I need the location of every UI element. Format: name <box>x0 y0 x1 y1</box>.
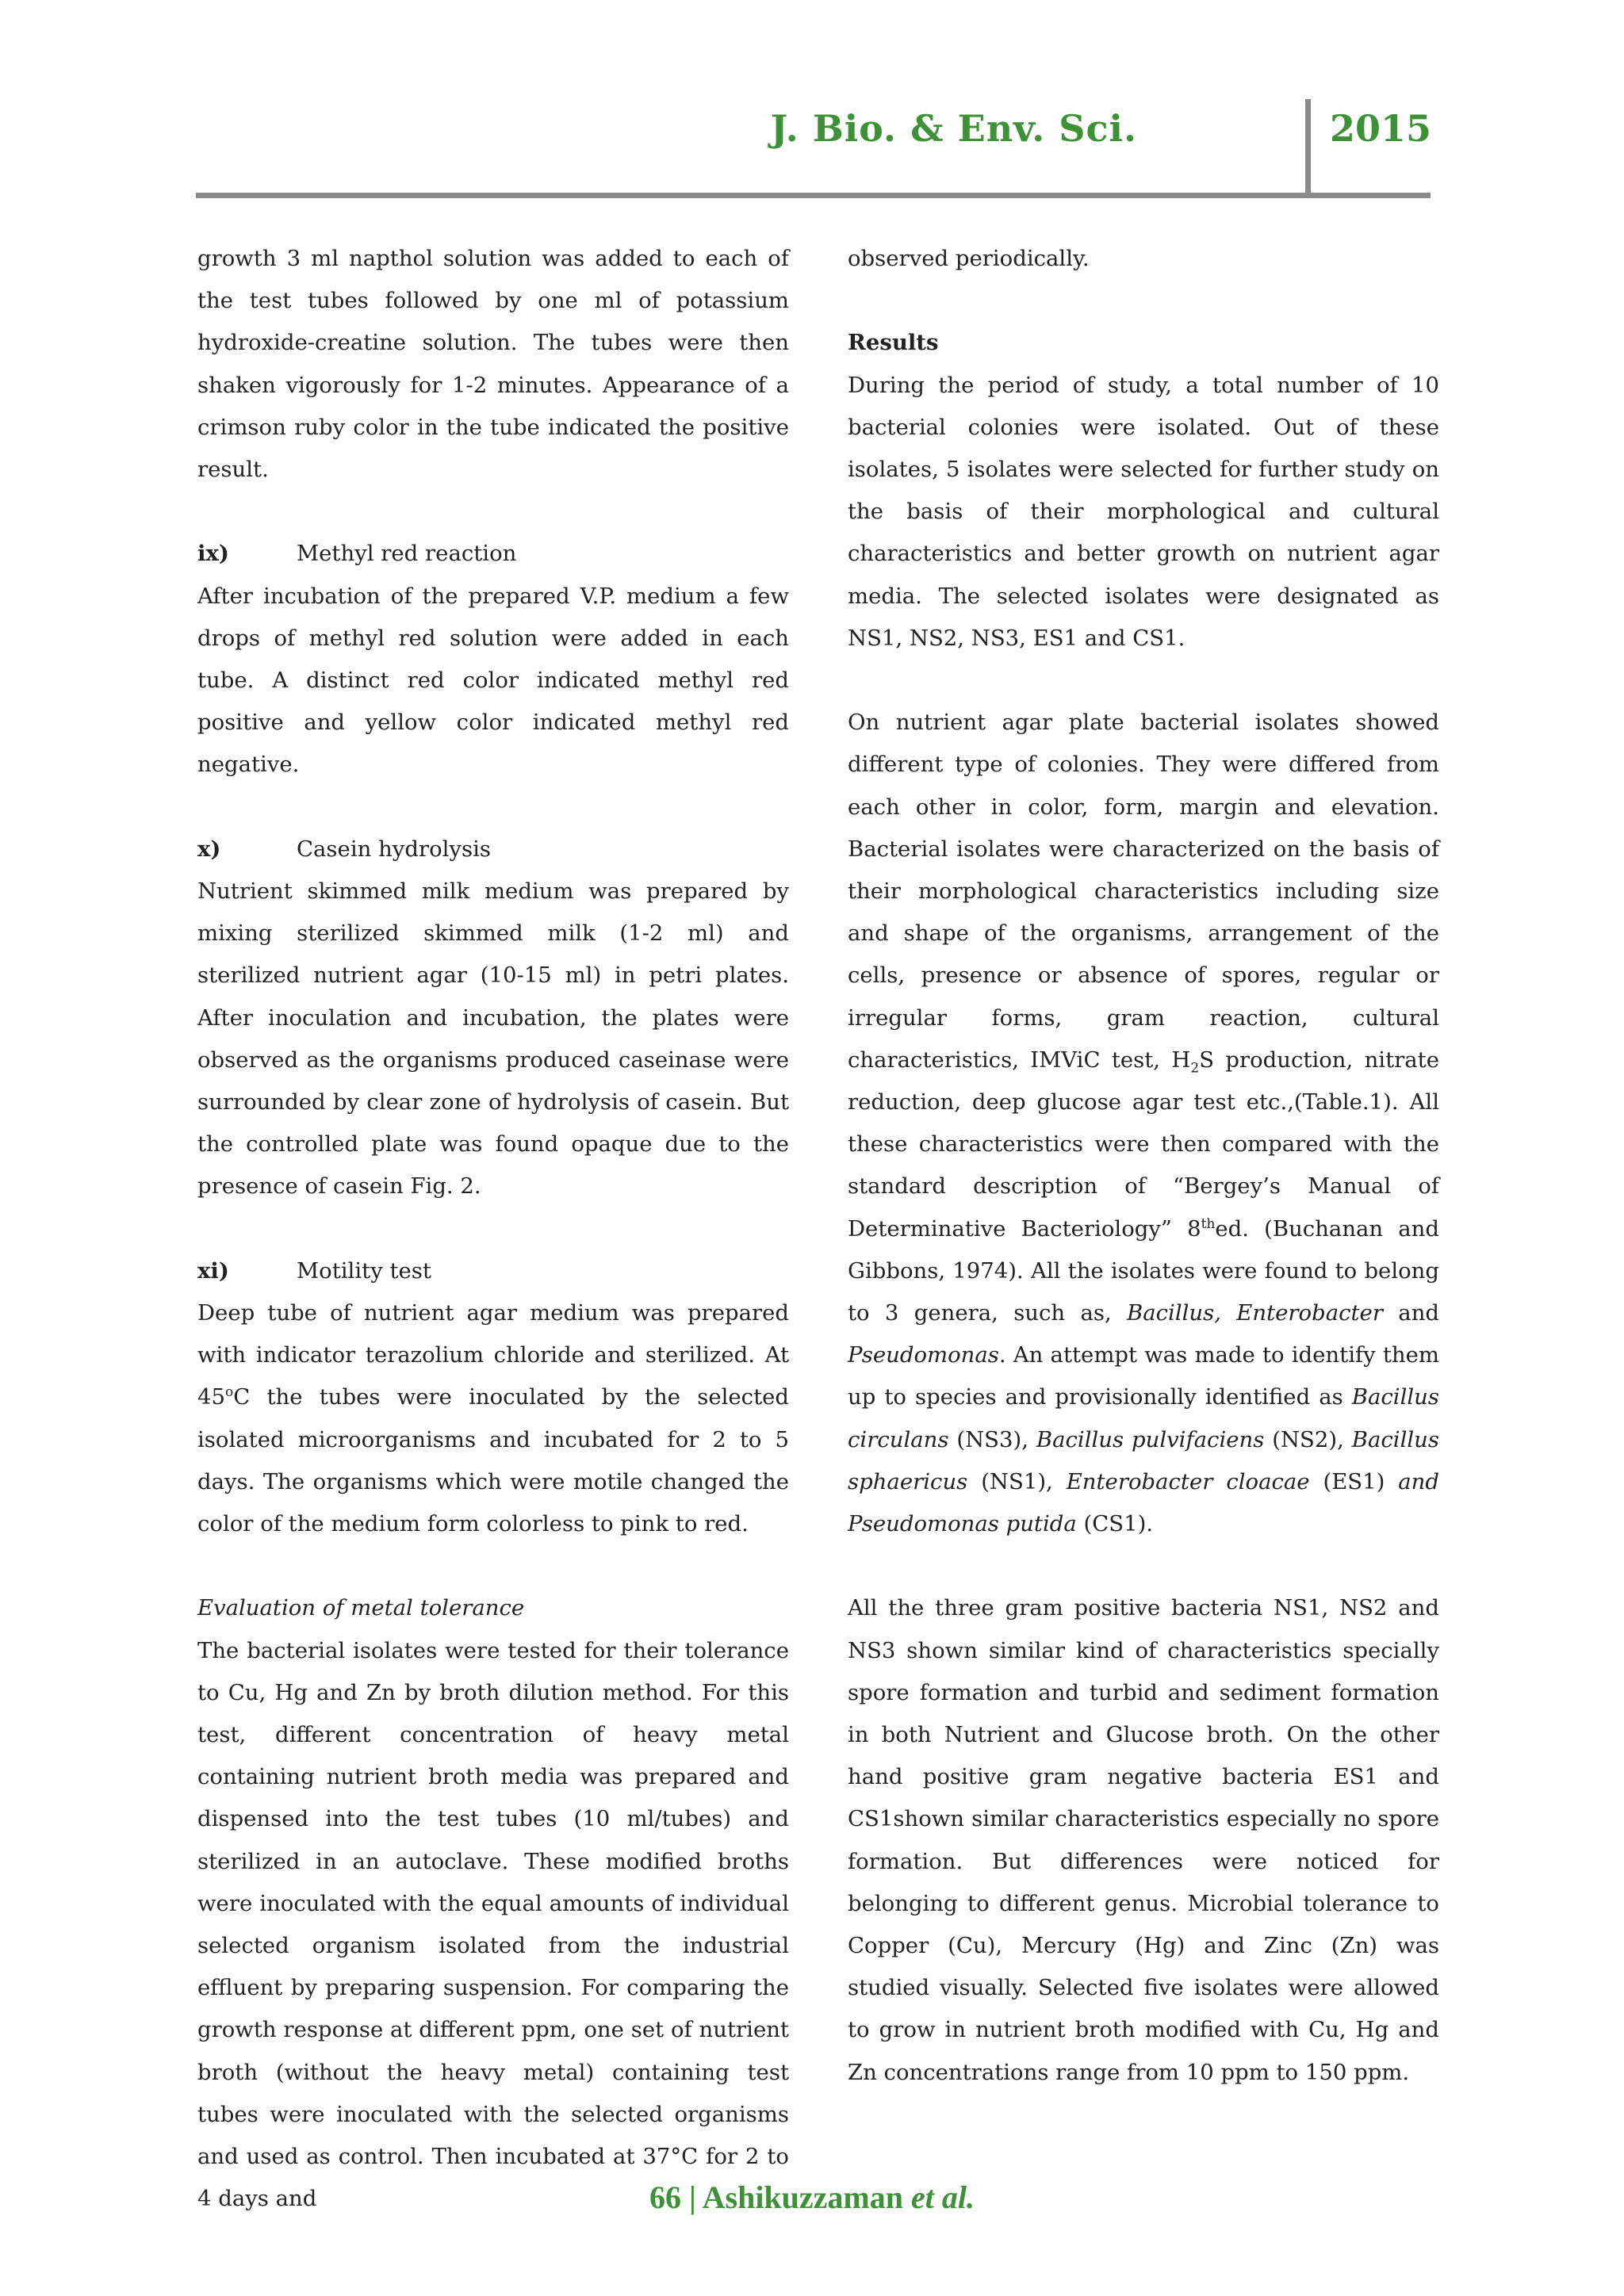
paragraph: Nutrient skimmed milk medium was prepared by mixing sterilized skimmed milk (1-2 ml) and sterilized nutrient agar (10-15 ml) in petri plates. After inoculation and incubation, the plates were observed as the organisms produced caseinase were surrounded by clear zone of hydrolysis of casein. But the controlled plate was found opaque due to the presence of casein Fig. 2. <box>197 878 789 1200</box>
page-number-author: 66 | Ashikuzzaman <box>649 2179 911 2215</box>
paragraph: The bacterial isolates were tested for their tolerance to Cu, Hg and Zn by broth dilution method. For this test, different concentration of heavy metal containing nutrient broth media was prepared and dispensed into the test tubes (10 ml/tubes) and sterilized in an autoclave. These modified broths were inoculated with the equal amounts of individual selected organism isolated from the industrial effluent by preparing suspension. For comparing the growth response at different ppm, one set of nutrient broth (without the heavy metal) containing test tubes were inoculated with the selected organisms and used as control. Then incubated at 37°C for 2 to 4 days and <box>197 1637 789 2212</box>
et-al: et al. <box>911 2179 975 2215</box>
paragraph: observed periodically. <box>848 246 1090 271</box>
section-number: xi) <box>197 1257 229 1284</box>
right-column <box>848 238 1439 2094</box>
paragraph: During the period of study, a total number of 10 bacterial colonies were isolated. Out of these isolates, 5 isolates were selected for further study on the basis of their morphological and cultural characteristics and better growth on nutrient agar media. The selected isolates were designated as NS1, NS2, NS3, ES1 and CS1. <box>848 372 1439 651</box>
section-heading <box>197 533 789 575</box>
paragraph: All the three gram positive bacteria NS1, NS2 and NS3 shown similar kind of characteristics specially spore formation and turbid and sediment formation in both Nutrient and Glucose broth. On the other hand positive gram negative bacteria ES1 and CS1shown similar characteristics especially no spore formation. But differences were noticed for belonging to different genus. Microbial tolerance to Copper (Cu), Mercury (Hg) and Zinc (Zn) was studied visually. Selected five isolates were allowed to grow in nutrient broth modified with Cu, Hg and Zn concentrations range from 10 ppm to 150 ppm. <box>848 1595 1439 2085</box>
section-title: Methyl red reaction <box>297 541 517 567</box>
section-title: Casein hydrolysis <box>297 836 491 862</box>
section-heading <box>197 828 789 871</box>
journal-year: 2015 <box>1330 107 1432 150</box>
journal-name: J. Bio. & Env. Sci. <box>770 107 1137 150</box>
header-divider <box>1305 99 1311 198</box>
header-rule <box>196 193 1431 198</box>
section-number: x) <box>197 836 221 862</box>
section-title: Motility test <box>297 1257 431 1284</box>
paragraph: On nutrient agar plate bacterial isolates showed different type of colonies. They were differed from each other in color, form, margin and elevation. Bacterial isolates were characterized on the basis of their morphological characteristics including size and shape of the organisms, arrangement of the cells, presence or absence of spores, regular or irregular forms, gram reaction, cultural characteristics, IMViC test, $H_2S$ production, nitrate reduction, deep glucose agar test etc.,(Table.1). All these characteristics were then compared with the standard description of “Bergey’s Manual of Determinative Bacteriology” 8thed. (Buchanan and Gibbons, 1974). All the isolates were found to belong to 3 genera, such as, Bacillus, Enterobacter and Pseudomonas. An attempt was made to identify them up to species and provisionally identified as Bacillus circulans (NS3), Bacillus pulvifaciens (NS2), Bacillus sphaericus (NS1), Enterobacter cloacae (ES1) and Pseudomonas putida (CS1). <box>848 710 1440 1537</box>
running-header <box>196 99 1431 202</box>
left-column <box>197 238 789 2220</box>
subsection-heading: Evaluation of metal tolerance <box>197 1595 525 1621</box>
paragraph: Deep tube of nutrient agar medium was prepared with indicator terazolium chloride and sterilized. At 45$^o$C the tubes were inoculated by the selected isolated microorganisms and incubated for 2 to 5 days. The organisms which were motile changed the color of the medium form colorless to pink to red. <box>197 1300 789 1537</box>
paragraph: growth 3 ml napthol solution was added to each of the test tubes followed by one ml of potassium hydroxide-creatine solution. The tubes were then shaken vigorously for 1-2 minutes. Appearance of a crimson ruby color in the tube indicated the positive result. <box>197 246 789 483</box>
page-footer <box>0 2179 1624 2216</box>
section-heading <box>197 1250 789 1292</box>
paragraph: After incubation of the prepared V.P. medium a few drops of methyl red solution were added in each tube. A distinct red color indicated methyl red positive and yellow color indicated methyl red negative. <box>197 583 789 778</box>
results-heading: Results <box>848 330 939 356</box>
section-number: ix) <box>197 541 229 567</box>
